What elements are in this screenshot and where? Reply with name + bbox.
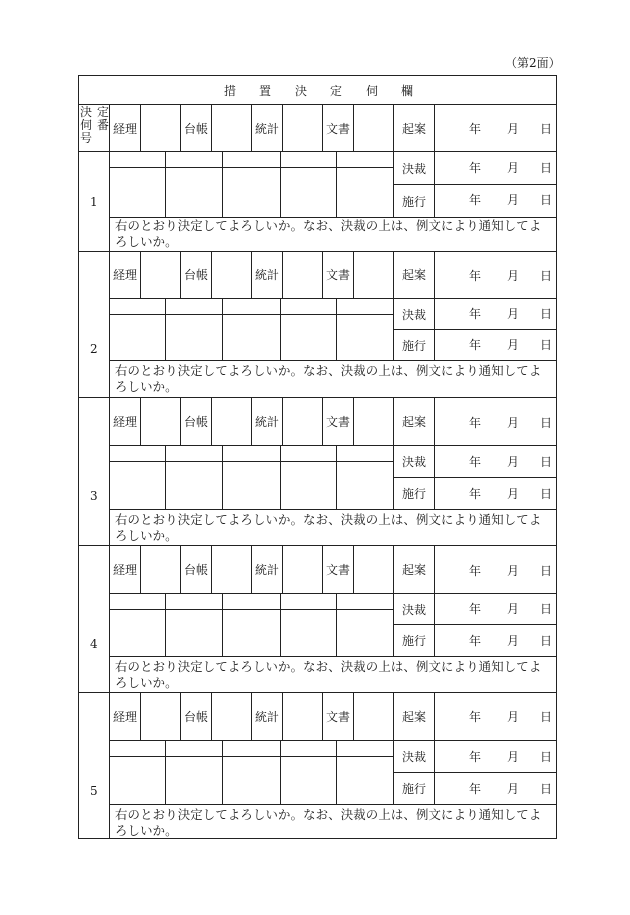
- year-label: 年: [469, 564, 482, 578]
- kessai-label: 決裁: [401, 750, 426, 764]
- keiri-label: 経理: [112, 562, 137, 577]
- form-title-char: 定: [330, 84, 343, 98]
- month-label: 月: [507, 161, 520, 175]
- bunsho-label: 文書: [325, 562, 350, 577]
- tokei-label: 統計: [254, 268, 279, 282]
- day-label: 日: [540, 122, 553, 136]
- form-title-char: 措: [224, 84, 237, 98]
- month-label: 月: [507, 750, 520, 764]
- divider: [109, 804, 556, 805]
- divider: [211, 104, 212, 151]
- kessai-label: 決裁: [401, 602, 426, 617]
- daicho-label: 台帳: [183, 710, 208, 724]
- approval-note: 右のとおり決定してよろしいか。なお、決裁の上は、例文により通知してよろしいか。: [115, 659, 542, 690]
- divider: [140, 104, 141, 151]
- divider: [434, 251, 435, 360]
- divider: [222, 151, 223, 217]
- kian-label: 起案: [401, 414, 426, 429]
- year-label: 年: [469, 487, 482, 501]
- divider: [79, 151, 556, 152]
- divider: [336, 740, 337, 804]
- day-label: 日: [540, 161, 553, 175]
- day-label: 日: [540, 750, 553, 764]
- year-label: 年: [469, 634, 482, 648]
- shiko-label: 施行: [401, 194, 426, 209]
- entry-number: 5: [90, 784, 98, 798]
- month-label: 月: [507, 122, 520, 136]
- day-label: 日: [540, 269, 553, 283]
- month-label: 月: [507, 307, 520, 321]
- divider: [434, 397, 435, 509]
- divider: [109, 298, 556, 299]
- tokei-label: 統計: [254, 710, 279, 724]
- divider: [336, 151, 337, 217]
- keiri-label: 経理: [112, 268, 137, 282]
- divider: [109, 509, 556, 510]
- divider: [79, 397, 556, 398]
- divider: [140, 251, 141, 298]
- divider: [434, 545, 435, 656]
- divider: [353, 397, 354, 445]
- divider: [165, 445, 166, 509]
- month-label: 月: [507, 564, 520, 578]
- day-label: 日: [540, 634, 553, 648]
- kian-label: 起案: [401, 710, 426, 724]
- kian-label: 起案: [401, 268, 426, 282]
- shiko-label: 施行: [401, 338, 426, 353]
- year-label: 年: [469, 782, 482, 796]
- year-label: 年: [469, 750, 482, 764]
- year-label: 年: [469, 602, 482, 616]
- approval-note: 右のとおり決定してよろしいか。なお、決裁の上は、例文により通知してよろしいか。: [115, 218, 542, 249]
- kian-label: 起案: [401, 121, 426, 136]
- shiko-label: 施行: [401, 487, 426, 501]
- shiko-label: 施行: [401, 634, 426, 648]
- day-label: 日: [540, 487, 553, 501]
- form-title-char: 決: [295, 84, 308, 98]
- divider: [282, 251, 283, 298]
- kessai-label: 決裁: [401, 307, 426, 322]
- divider: [336, 445, 337, 509]
- divider: [109, 609, 394, 610]
- measure-decision-form: [78, 75, 557, 839]
- divider: [165, 151, 166, 217]
- divider: [280, 151, 281, 217]
- divider: [165, 740, 166, 804]
- month-label: 月: [507, 455, 520, 469]
- year-label: 年: [469, 122, 482, 136]
- month-label: 月: [507, 487, 520, 501]
- divider: [222, 445, 223, 509]
- daicho-label: 台帳: [183, 414, 208, 429]
- day-label: 日: [540, 193, 553, 207]
- day-label: 日: [540, 602, 553, 616]
- month-label: 月: [507, 782, 520, 796]
- divider: [211, 251, 212, 298]
- divider: [165, 593, 166, 656]
- divider: [109, 314, 394, 315]
- tokei-label: 統計: [254, 562, 279, 577]
- divider: [336, 298, 337, 360]
- entry-number: 2: [90, 342, 98, 356]
- kessai-label: 決裁: [401, 455, 426, 469]
- divider: [282, 104, 283, 151]
- divider: [282, 397, 283, 445]
- year-label: 年: [469, 710, 482, 724]
- divider: [109, 740, 556, 741]
- divider: [222, 740, 223, 804]
- keiri-label: 経理: [112, 710, 137, 724]
- form-title-char: 欄: [401, 84, 414, 98]
- divider: [109, 360, 556, 361]
- page-label: （第2面）: [505, 56, 561, 70]
- divider: [211, 545, 212, 593]
- divider: [109, 445, 556, 446]
- entry-number: 4: [90, 637, 98, 651]
- day-label: 日: [540, 338, 553, 352]
- divider: [222, 593, 223, 656]
- year-label: 年: [469, 455, 482, 469]
- approval-note: 右のとおり決定してよろしいか。なお、決裁の上は、例文により通知してよろしいか。: [115, 363, 542, 394]
- divider: [434, 104, 435, 151]
- divider: [140, 397, 141, 445]
- year-label: 年: [469, 307, 482, 321]
- day-label: 日: [540, 564, 553, 578]
- daicho-label: 台帳: [183, 562, 208, 577]
- divider: [211, 692, 212, 740]
- bunsho-label: 文書: [325, 710, 350, 724]
- month-label: 月: [507, 416, 520, 430]
- month-label: 月: [507, 710, 520, 724]
- divider: [79, 545, 556, 546]
- daicho-label: 台帳: [183, 268, 208, 282]
- approval-note: 右のとおり決定してよろしいか。なお、決裁の上は、例文により通知してよろしいか。: [115, 807, 542, 838]
- divider: [165, 298, 166, 360]
- divider: [109, 656, 556, 657]
- inquiry-number-label: 決 定 伺 番 号: [80, 105, 109, 145]
- form-title-char: 伺: [366, 84, 379, 98]
- divider: [280, 740, 281, 804]
- divider: [434, 692, 435, 804]
- divider: [280, 298, 281, 360]
- year-label: 年: [469, 193, 482, 207]
- divider: [280, 593, 281, 656]
- divider: [282, 545, 283, 593]
- divider: [211, 397, 212, 445]
- month-label: 月: [507, 338, 520, 352]
- day-label: 日: [540, 782, 553, 796]
- divider: [79, 104, 556, 105]
- year-label: 年: [469, 338, 482, 352]
- divider: [140, 692, 141, 740]
- keiri-label: 経理: [112, 414, 137, 429]
- divider: [79, 692, 556, 693]
- form-title-char: 置: [259, 84, 272, 98]
- divider: [109, 593, 556, 594]
- daicho-label: 台帳: [183, 121, 208, 136]
- divider: [280, 445, 281, 509]
- entry-number: 1: [90, 195, 98, 209]
- month-label: 月: [507, 602, 520, 616]
- divider: [109, 756, 394, 757]
- divider: [353, 104, 354, 151]
- divider: [109, 167, 394, 168]
- bunsho-label: 文書: [325, 268, 350, 282]
- month-label: 月: [507, 269, 520, 283]
- day-label: 日: [540, 307, 553, 321]
- day-label: 日: [540, 416, 553, 430]
- kian-label: 起案: [401, 562, 426, 577]
- year-label: 年: [469, 416, 482, 430]
- keiri-label: 経理: [112, 121, 137, 136]
- bunsho-label: 文書: [325, 414, 350, 429]
- tokei-label: 統計: [254, 121, 279, 136]
- day-label: 日: [540, 455, 553, 469]
- month-label: 月: [507, 193, 520, 207]
- divider: [222, 298, 223, 360]
- divider: [79, 251, 556, 252]
- divider: [282, 692, 283, 740]
- kessai-label: 決裁: [401, 161, 426, 176]
- shiko-label: 施行: [401, 782, 426, 796]
- divider: [353, 545, 354, 593]
- bunsho-label: 文書: [325, 121, 350, 136]
- entry-number: 3: [90, 489, 98, 503]
- day-label: 日: [540, 710, 553, 724]
- divider: [109, 461, 394, 462]
- divider: [140, 545, 141, 593]
- divider: [353, 692, 354, 740]
- divider: [336, 593, 337, 656]
- tokei-label: 統計: [254, 414, 279, 429]
- divider: [353, 251, 354, 298]
- approval-note: 右のとおり決定してよろしいか。なお、決裁の上は、例文により通知してよろしいか。: [115, 512, 542, 543]
- month-label: 月: [507, 634, 520, 648]
- year-label: 年: [469, 161, 482, 175]
- year-label: 年: [469, 269, 482, 283]
